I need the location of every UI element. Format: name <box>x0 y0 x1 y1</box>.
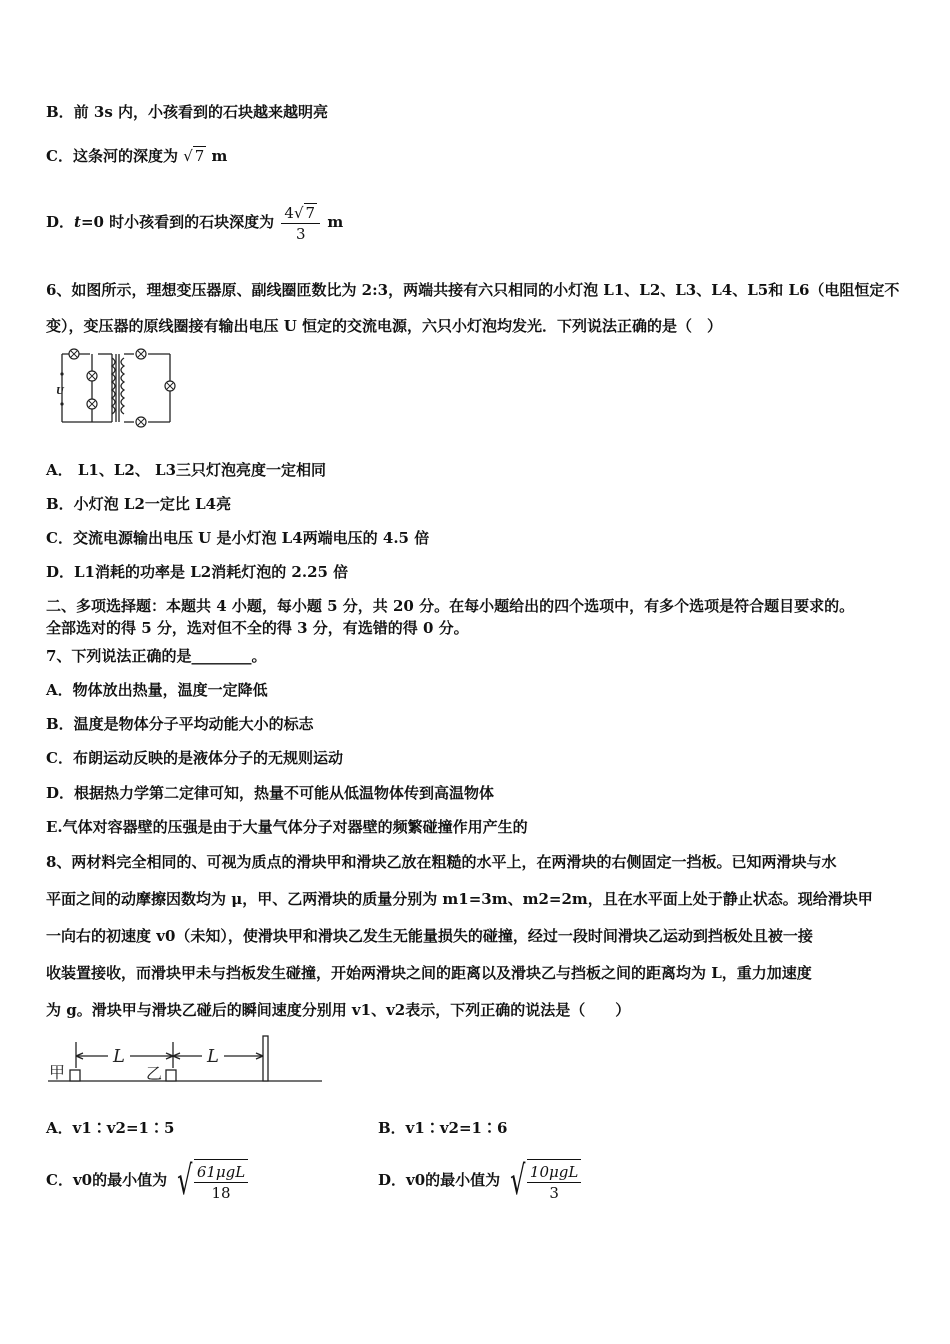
q6-stem-line2: 变），变压器的原线圈接有输出电压 U 恒定的交流电源，六只小灯泡均发光．下列说法正确的是（ ） <box>46 317 723 335</box>
q8-option-a: A．v1∶v2=1∶5 <box>46 1119 175 1137</box>
q8-stem-line4: 收装置接收，而滑块甲未与挡板发生碰撞，开始两滑块之间的距离以及滑块乙与挡板之间的距离均为 L，重力加速度 <box>46 964 812 982</box>
distance-label-1: L <box>113 1046 125 1067</box>
q6-option-a: A． L1、L2、 L3三只灯泡亮度一定相同 <box>46 461 327 479</box>
q5-option-c: C．这条河的深度为 √ 7 m <box>46 147 228 165</box>
q7-stem: 7、下列说法正确的是________。 <box>46 647 267 665</box>
sqrt-expression: √ $\frac{\text{10μgL}}{3}$ <box>505 1159 583 1203</box>
q7-option-d: D．根据热力学第二定律可知，热量不可能从低温物体传到高温物体 <box>46 784 495 802</box>
q7-option-a: A．物体放出热量，温度一定降低 <box>46 681 268 699</box>
section-heading: 二、多项选择题：本题共 4 小题，每小题 5 分，共 20 分。在每小题给出的四个选项中，有多个选项是符合题目要求的。 全部选对的得 5 分，选对但不全的得 3 分，有选错的得 0 分。 <box>46 597 855 637</box>
block-yi-label: 乙 <box>146 1064 163 1083</box>
voltage-label: U <box>56 387 64 397</box>
q8-option-d: D．v0的最小值为 √ $\frac{\text{10μgL}}{3}$ <box>378 1156 583 1204</box>
q7-option-b: B．温度是物体分子平均动能大小的标志 <box>46 715 314 733</box>
q8-stem-line2: 平面之间的动摩擦因数均为 μ，甲、乙两滑块的质量分别为 m1=3m、m2=2m，且在水平面上处于静止状态。现给滑块甲 <box>46 890 873 908</box>
q6-option-c: C．交流电源输出电压 U 是小灯泡 L4两端电压的 4.5 倍 <box>46 529 430 547</box>
q8-option-c: C．v0的最小值为 √ $\frac{\text{61μgL}}{18}$ <box>46 1156 250 1204</box>
sqrt-expression: √ $\frac{\text{61μgL}}{18}$ <box>172 1159 250 1203</box>
q7-option-c: C．布朗运动反映的是液体分子的无规则运动 <box>46 749 343 767</box>
q6-option-b: B．小灯泡 L2一定比 L4亮 <box>46 495 232 513</box>
q6-option-d: D．L1消耗的功率是 L2消耗灯泡的 2.25 倍 <box>46 563 349 581</box>
q7-option-e: E.气体对容器壁的压强是由于大量气体分子对器壁的频繁碰撞作用产生的 <box>46 818 528 836</box>
distance-label-2: L <box>207 1046 219 1067</box>
fraction: $\frac{4√ 7}{3}$ <box>281 203 320 244</box>
q5-option-d: D．t=0 时小孩看到的石块深度为 $\frac{4√ 7}{3}$ m <box>46 203 344 243</box>
q8-stem-line3: 一向右的初速度 v0（未知），使滑块甲和滑块乙发生无能量损失的碰撞，经过一段时间滑块乙运动到挡板处且被一接 <box>46 927 813 945</box>
q6-stem-line1: 6、如图所示，理想变压器原、副线圈匝数比为 2:3，两端共接有六只相同的小灯泡 L1、L2、L3、L4、L5和 L6（电阻恒定不 <box>46 281 900 299</box>
sliding-blocks-diagram <box>46 1030 326 1090</box>
q5-option-b: B．前 3s 内，小孩看到的石块越来越明亮 <box>46 103 329 121</box>
q8-option-b: B．v1∶v2=1∶6 <box>378 1119 508 1137</box>
sqrt-expression: √ 7 <box>183 147 205 165</box>
q8-stem-line1: 8、两材料完全相同的、可视为质点的滑块甲和滑块乙放在粗糙的水平上，在两滑块的右侧固定一挡板。已知两滑块与水 <box>46 853 837 871</box>
q8-stem-line5: 为 g。滑块甲与滑块乙碰后的瞬间速度分别用 v1、v2表示，下列正确的说法是（ ） <box>46 1001 631 1019</box>
transformer-circuit-diagram <box>52 346 182 432</box>
block-jia-label: 甲 <box>49 1063 66 1082</box>
